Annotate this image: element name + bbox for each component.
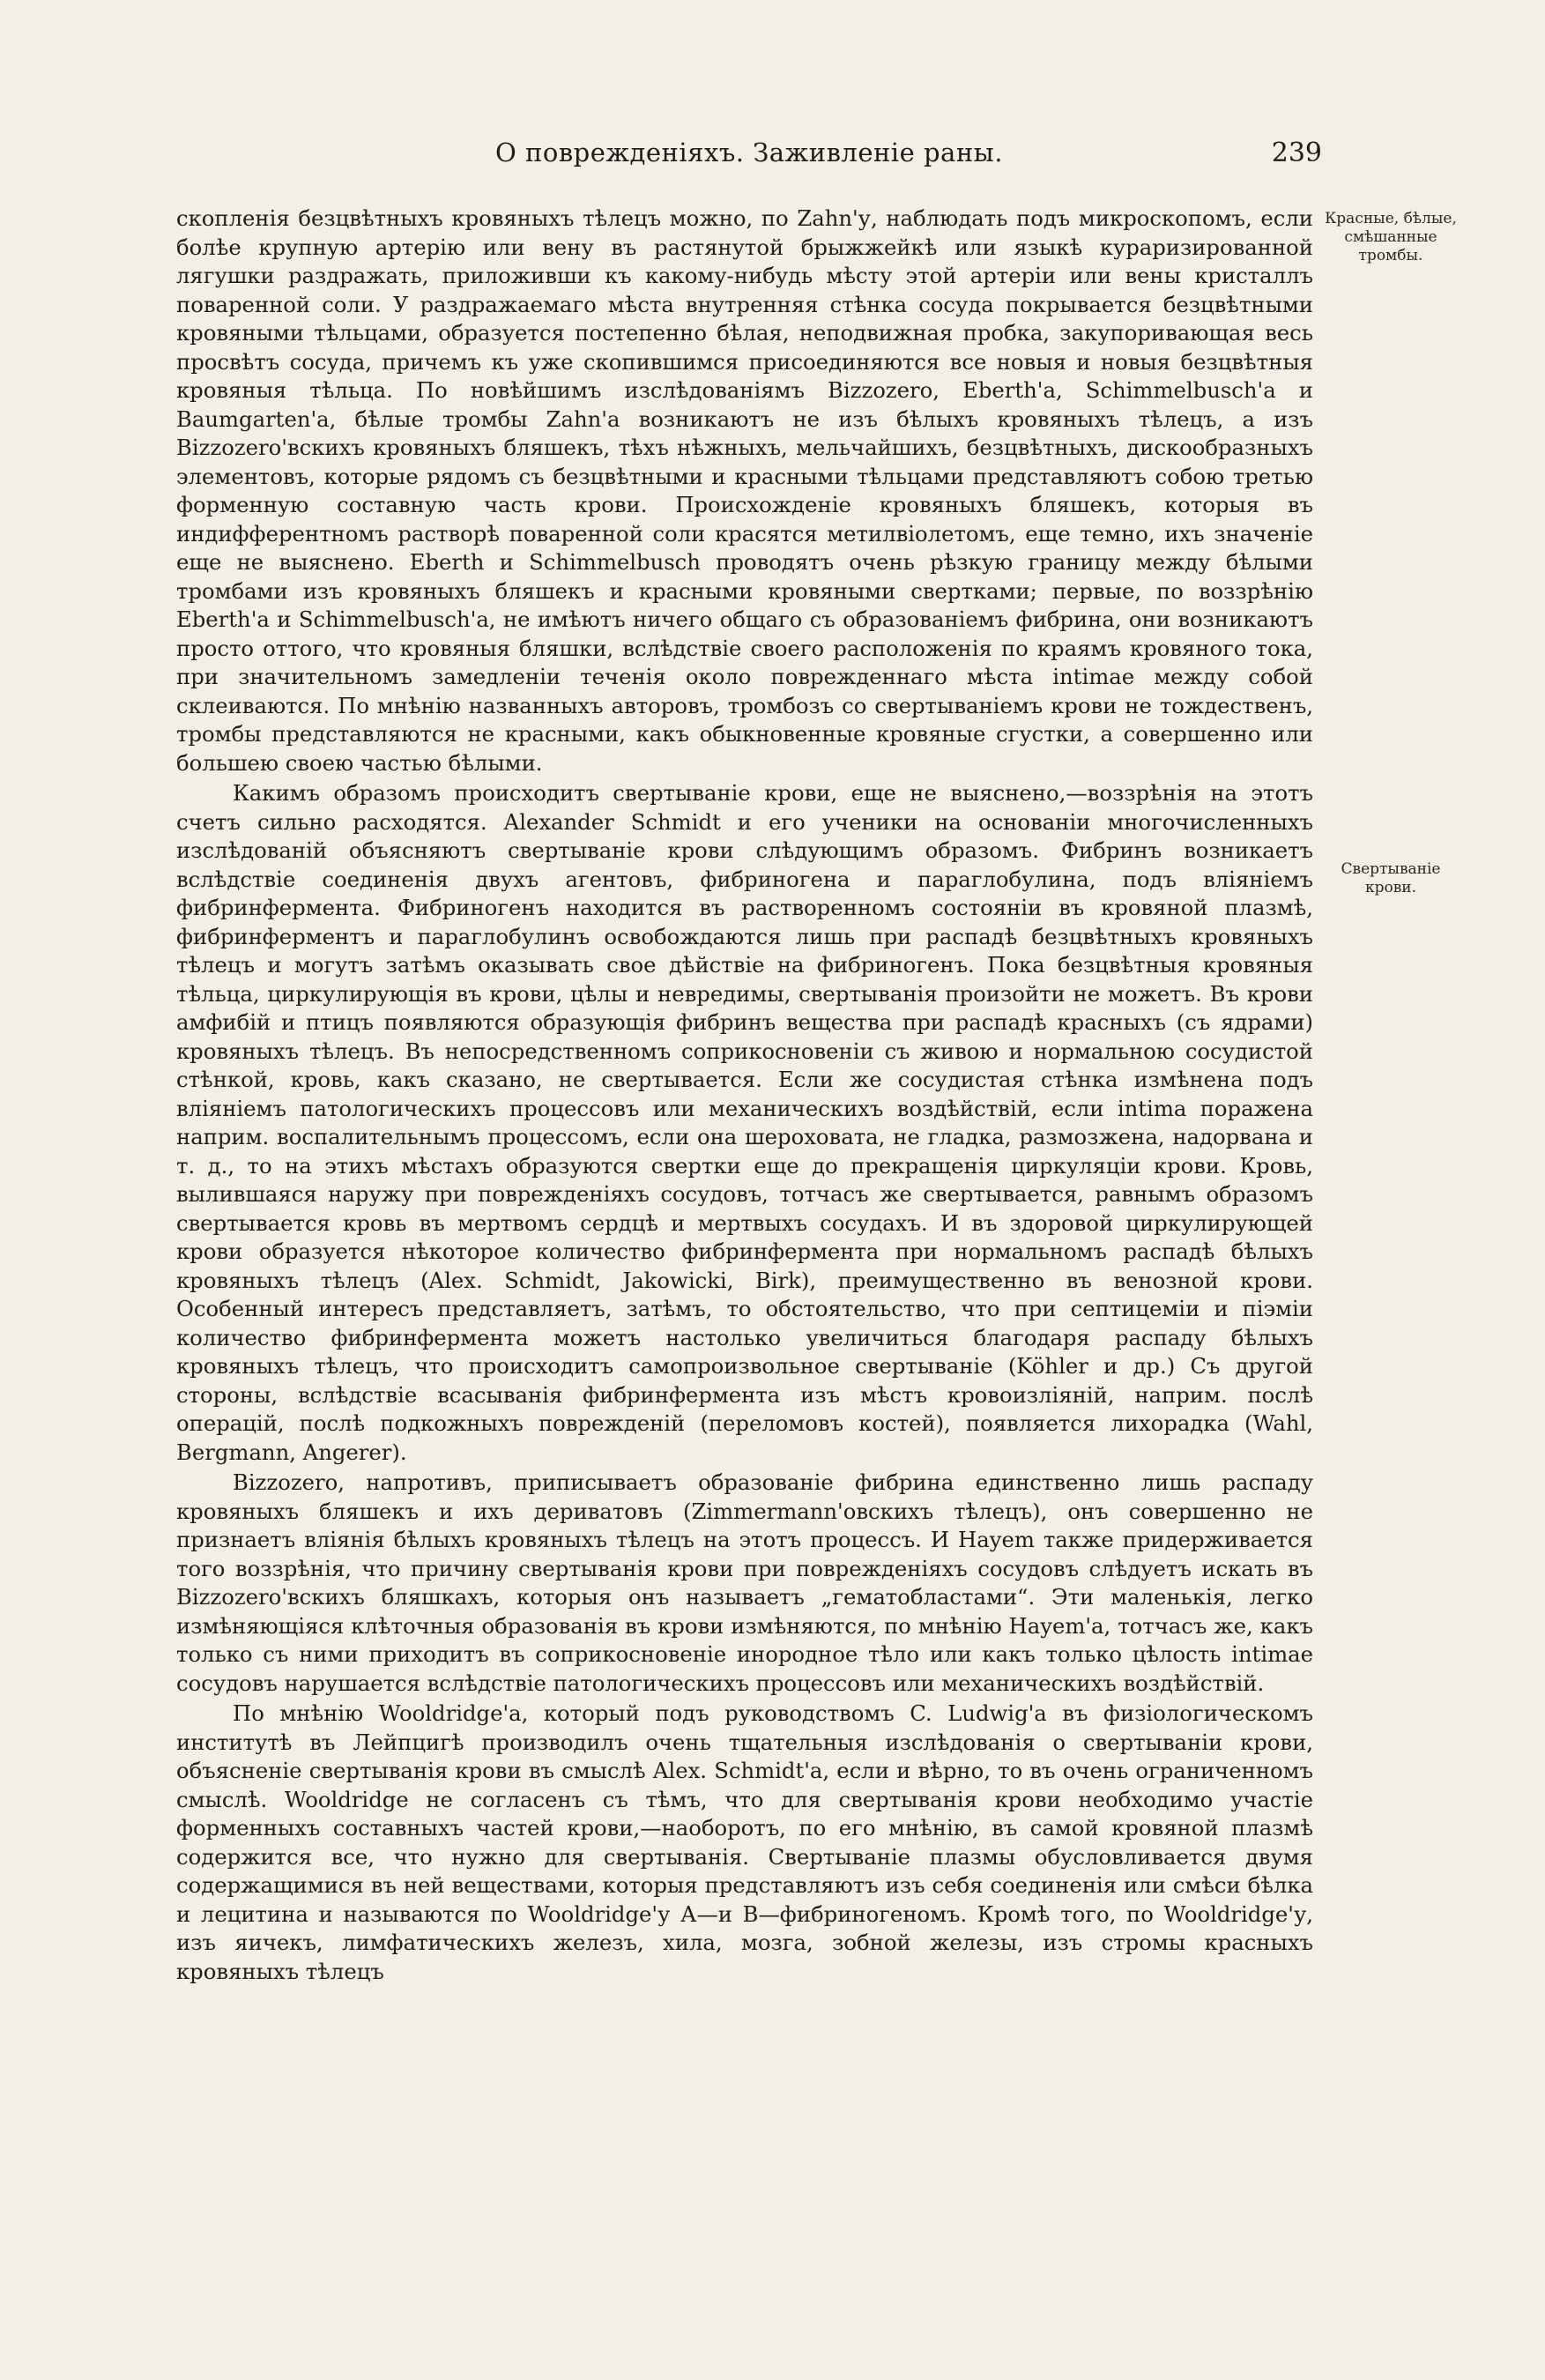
margin-note-coagulation: Свертываніе крови.	[1341, 860, 1441, 896]
paragraph-bizzozero: Bizzozero, напротивъ, приписываетъ образованіе фибрина единственно лишь распаду кровяныхъ бляшекъ и ихъ дериватовъ (Zimmermann'овскихъ тѣлецъ), онъ совершенно не признаетъ вліянія бѣлыхъ кровяныхъ тѣлецъ на этотъ процессъ. И Hayem также придерживается того воззрѣнія, что причину свертыванія крови при поврежденіяхъ сосудовъ слѣдуетъ искать въ Bizzozero'вскихъ бляшкахъ, которыя онъ называетъ „гематобластами“. Эти маленькія, легко измѣняющіяся клѣточныя образованія въ крови измѣняются, по мнѣнію Hayem'а, тотчасъ же, какъ только съ ними приходитъ въ соприкосновеніе инородное тѣло или какъ только цѣлость intimae сосудовъ нарушается вслѣдствіе патологическихъ процессовъ или механическихъ воздѣйствій.	[176, 1469, 1313, 1696]
paragraph-coagulation: Какимъ образомъ происходитъ свертываніе крови, еще не выяснено,—воззрѣнія на этотъ счетъ сильно расходятся. Alexander Schmidt и его ученики на основаніи многочисленныхъ изслѣдованій объясняютъ свертываніе крови слѣдующимъ образомъ. Фибринъ возникаетъ вслѣдствіе соединенія двухъ агентовъ, фибриногена и параглобулина, подъ вліяніемъ фибринфермента. Фибриногенъ находится въ растворенномъ состояніи въ кровяной плазмѣ, фибринферментъ и параглобулинъ освобождаются лишь при распадѣ безцвѣтныхъ кровяныхъ тѣлецъ и могутъ затѣмъ оказывать свое дѣйствіе на фибриногенъ. Пока безцвѣтныя кровяныя тѣльца, циркулирующія въ крови, цѣлы и невредимы, свертыванія произойти не можетъ. Въ крови амфибій и птицъ появляются образующія фибринъ вещества при распадѣ красныхъ (съ ядрами) кровяныхъ тѣлецъ. Въ непосредственномъ соприкосновеніи съ живою и нормальною сосудистой стѣнкой, кровь, какъ сказано, не свертывается. Если же сосудистая стѣнка измѣнена подъ вліяніемъ патологическихъ процессовъ или механическихъ воздѣйствій, если intima поражена наприм. воспалительнымъ процессомъ, если она шероховата, не гладка, размозжена, надорвана и т. д., то на этихъ мѣстахъ образуются свертки еще до прекращенія циркуляціи крови. Кровь, вылившаяся наружу при поврежденіяхъ сосудовъ, тотчасъ же свертывается, равнымъ образомъ свертывается кровь въ мертвомъ сердцѣ и мертвыхъ сосудахъ. И въ здоровой циркулирующей крови образуется нѣкоторое количество фибринфермента при нормальномъ распадѣ бѣлыхъ кровяныхъ тѣлецъ (Alex. Schmidt, Jakowicki, Birk), преимущественно въ венозной крови. Особенный интересъ представляетъ, затѣмъ, то обстоятельство, что при септицеміи и піэміи количество фибринфермента можетъ настолько увеличиться благодаря распаду бѣлыхъ кровяныхъ тѣлецъ, что происходитъ самопроизвольное свертываніе (Köhler и др.) Съ другой стороны, вслѣдствіе всасыванія фибринфермента изъ мѣстъ кровоизліяній, наприм. послѣ операцій, послѣ подкожныхъ поврежденій (переломовъ костей), появляется лихорадка (Wahl, Bergmann, Angerer).	[176, 780, 1313, 1465]
margin-note-thrombi: Красные, бѣлые, смѣшанные тромбы.	[1325, 210, 1457, 264]
running-title: О поврежденіяхъ. Заживленіе раны.	[495, 138, 1003, 167]
page-number: 239	[1271, 138, 1322, 168]
body-text	[176, 205, 1313, 1986]
paragraph-continuation: скопленія безцвѣтныхъ кровяныхъ тѣлецъ можно, по Zahn'у, наблюдать подъ микроскопомъ, если болѣе крупную артерію или вену въ растянутой брыжжейкѣ или языкѣ кураризированной лягушки раздражать, приложивши къ какому-нибудь мѣсту этой артеріи или вены кристаллъ поваренной соли. У раздражаемаго мѣста внутренняя стѣнка сосуда покрывается безцвѣтными кровяными тѣльцами, образуется постепенно бѣлая, неподвижная пробка, закупоривающая весь просвѣтъ сосуда, причемъ къ уже скопившимся присоединяются все новыя и новыя безцвѣтныя кровяныя тѣльца. По новѣйшимъ изслѣдованіямъ Bizzozero, Eberth'а, Schimmelbusch'а и Baumgarten'а, бѣлые тромбы Zahn'а возникаютъ не изъ бѣлыхъ кровяныхъ тѣлецъ, а изъ Bizzozero'вскихъ кровяныхъ бляшекъ, тѣхъ нѣжныхъ, мельчайшихъ, безцвѣтныхъ, дискообразныхъ элементовъ, которые рядомъ съ безцвѣтными и красными тѣльцами представляютъ собою третью форменную составную часть крови. Происхожденіе кровяныхъ бляшекъ, которыя въ индифферентномъ растворѣ поваренной соли красятся метилвіолетомъ, еще темно, ихъ значеніе еще не выяснено. Eberth и Schimmelbusch проводятъ очень рѣзкую границу между бѣлыми тромбами изъ кровяныхъ бляшекъ и красными кровяными свертками; первые, по воззрѣнію Eberth'а и Schimmelbusch'а, не имѣютъ ничего общаго съ образованіемъ фибрина, они возникаютъ просто оттого, что кровяныя бляшки, вслѣдствіе своего расположенія по краямъ кровяного тока, при значительномъ замедленіи теченія около поврежденнаго мѣста intimae между собой склеиваются. По мнѣнію названныхъ авторовъ, тромбозъ со свертываніемъ крови не тождественъ, тромбы представляются не красными, какъ обыкновенные кровяные сгустки, а совершенно или большею своею частью бѣлыми.	[176, 205, 1313, 776]
page-header	[176, 138, 1322, 176]
paragraph-wooldridge: По мнѣнію Wooldridge'а, который подъ руководствомъ C. Ludwig'а въ физіологическомъ институтѣ въ Лейпцигѣ производилъ очень тщательныя изслѣдованія о свертываніи крови, объясненіе свертыванія крови въ смыслѣ Alex. Schmidt'а, если и вѣрно, то въ очень ограниченномъ смыслѣ. Wooldridge не согласенъ съ тѣмъ, что для свертыванія крови необходимо участіе форменныхъ составныхъ частей крови,—наоборотъ, по его мнѣнію, въ самой кровяной плазмѣ содержится все, что нужно для свертыванія. Свертываніе плазмы обусловливается двумя содержащимися въ ней веществами, которыя представляютъ изъ себя соединенія или смѣси бѣлка и лецитина и называются по Wooldridge'у А—и В—фибриногеномъ. Кромѣ того, по Wooldridge'у, изъ яичекъ, лимфатическихъ железъ, хила, мозга, зобной железы, изъ стромы красныхъ кровяныхъ тѣлецъ	[176, 1700, 1313, 1984]
